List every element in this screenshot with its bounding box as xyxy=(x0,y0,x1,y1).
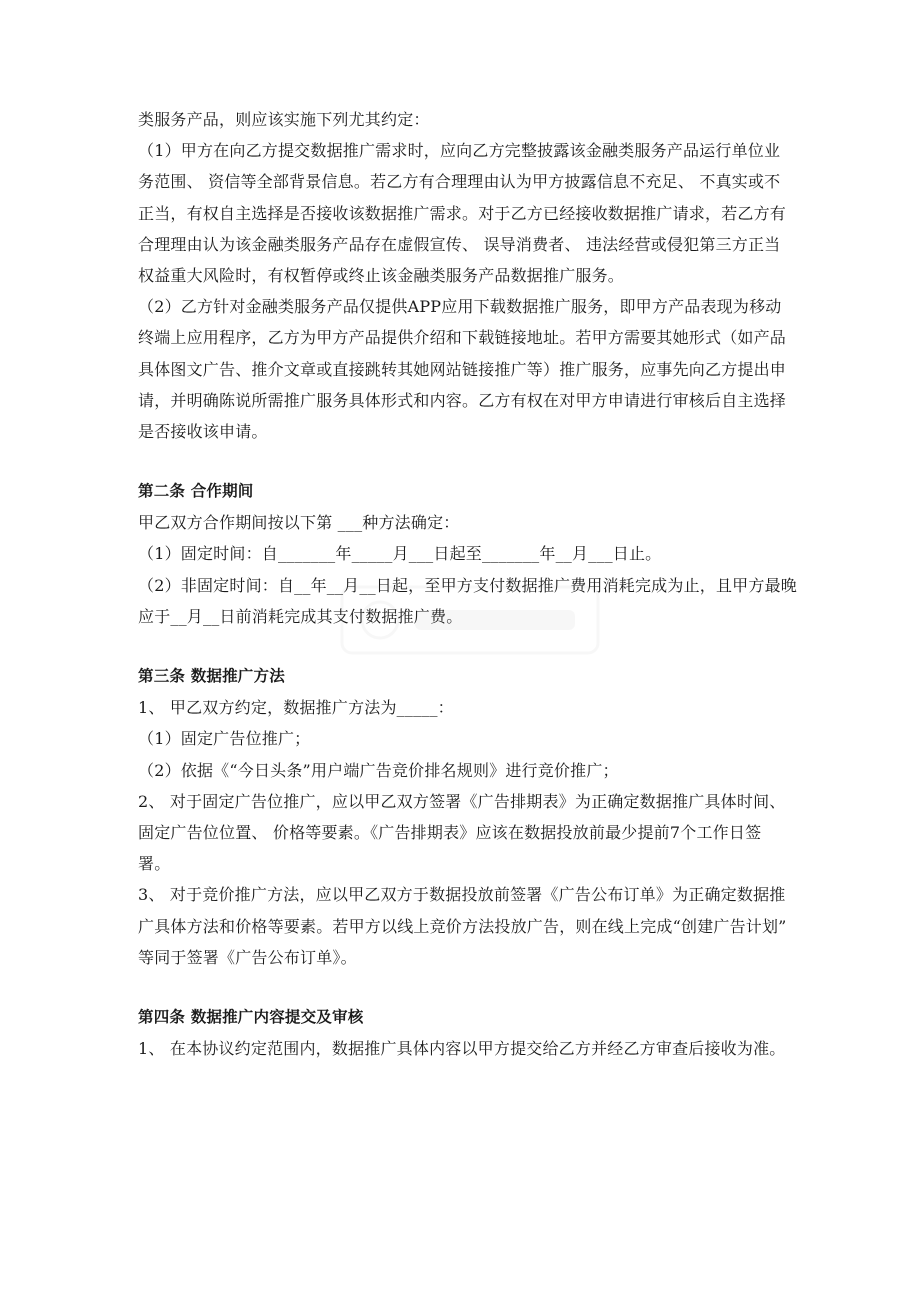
paragraph-gap xyxy=(138,973,786,1002)
text-line: 1、 甲乙双方约定，数据推广方法为_____： xyxy=(138,698,454,718)
text-line: （2）依据《“今日头条”用户端广告竞价排名规则》进行竞价推广； xyxy=(138,760,619,780)
text-line: 务范围、 资信等全部背景信息。若乙方有合理理由认为甲方披露信息不充足、 不真实或不 xyxy=(138,172,781,192)
text-line: 类服务产品，则应该实施下列尤其约定： xyxy=(138,110,430,129)
text-line: 应于__月__日前消耗完成其支付数据推广费。 xyxy=(138,606,463,626)
text-line: 终端上应用程序，乙方为甲方产品提供介绍和下载链接地址。若甲方需要其她形式（如产品 xyxy=(138,328,787,348)
text-line: 权益重大风险时，有权暂停或终止该金融类服务产品数据推广服务。 xyxy=(138,265,625,285)
section-heading: 第三条 数据推广方法 xyxy=(138,667,285,685)
text-line: 署。 xyxy=(138,854,171,874)
text-line: 等同于签署《广告公布订单》。 xyxy=(138,947,357,967)
text-line: （1）固定广告位推广； xyxy=(138,729,311,749)
text-line: 请，并明确陈说所需推广服务具体形式和内容。乙方有权在对甲方申请进行审核后自主选择 xyxy=(138,390,787,410)
text-line: 广具体方法和价格等要素。若甲方以线上竞价方法投放广告，则在线上完成“创建广告计划” xyxy=(138,916,787,936)
paragraph-gap xyxy=(138,632,786,661)
text-line: （2）乙方针对金融类服务产品仅提供APP应用下载数据推广服务，即甲方产品表现为移动 xyxy=(138,297,782,317)
text-line: 2、 对于固定广告位推广，应以甲乙双方签署《广告排期表》为正确定数据推广具体时间、 xyxy=(138,791,786,811)
text-line: 是否接收该申请。 xyxy=(138,421,268,441)
paragraph-gap xyxy=(138,447,786,476)
section-heading: 第四条 数据推广内容提交及审核 xyxy=(138,1007,364,1026)
text-line: 3、 对于竞价推广方法，应以甲乙双方于数据投放前签署《广告公布订单》为正确定数据推 xyxy=(138,885,786,905)
text-line: 具体图文广告、推介文章或直接跳转其她网站链接推广等）推广服务，应事先向乙方提出申 xyxy=(138,359,787,379)
text-line: 1、 在本协议约定范围内，数据推广具体内容以甲方提交给乙方并经乙方审查后接收为准。 xyxy=(138,1039,786,1059)
text-line: 甲乙双方合作期间按以下第 ___种方法确定： xyxy=(138,513,460,533)
text-line: （1）甲方在向乙方提交数据推广需求时，应向乙方完整披露该金融类服务产品运行单位业 xyxy=(138,141,781,161)
text-line: 合理理由认为该金融类服务产品存在虚假宣传、 误导消费者、 违法经营或侵犯第三方正当 xyxy=(138,234,781,254)
document-body xyxy=(138,104,797,1064)
text-line: 正当，有权自主选择是否接收该数据推广需求。对于乙方已经接收数据推广请求，若乙方有 xyxy=(138,203,787,223)
text-line: 固定广告位位置、 价格等要素。《广告排期表》应该在数据投放前最少提前7个工作日签 xyxy=(138,822,762,842)
text-line: （2）非固定时间：自__年__月__日起，至甲方支付数据推广费用消耗完成为止，且甲方最晚 xyxy=(138,575,797,595)
section-heading: 第二条 合作期间 xyxy=(138,482,254,501)
text-line: （1）固定时间：自_______年_____月___日起至_______年__月___日止。 xyxy=(138,544,662,564)
